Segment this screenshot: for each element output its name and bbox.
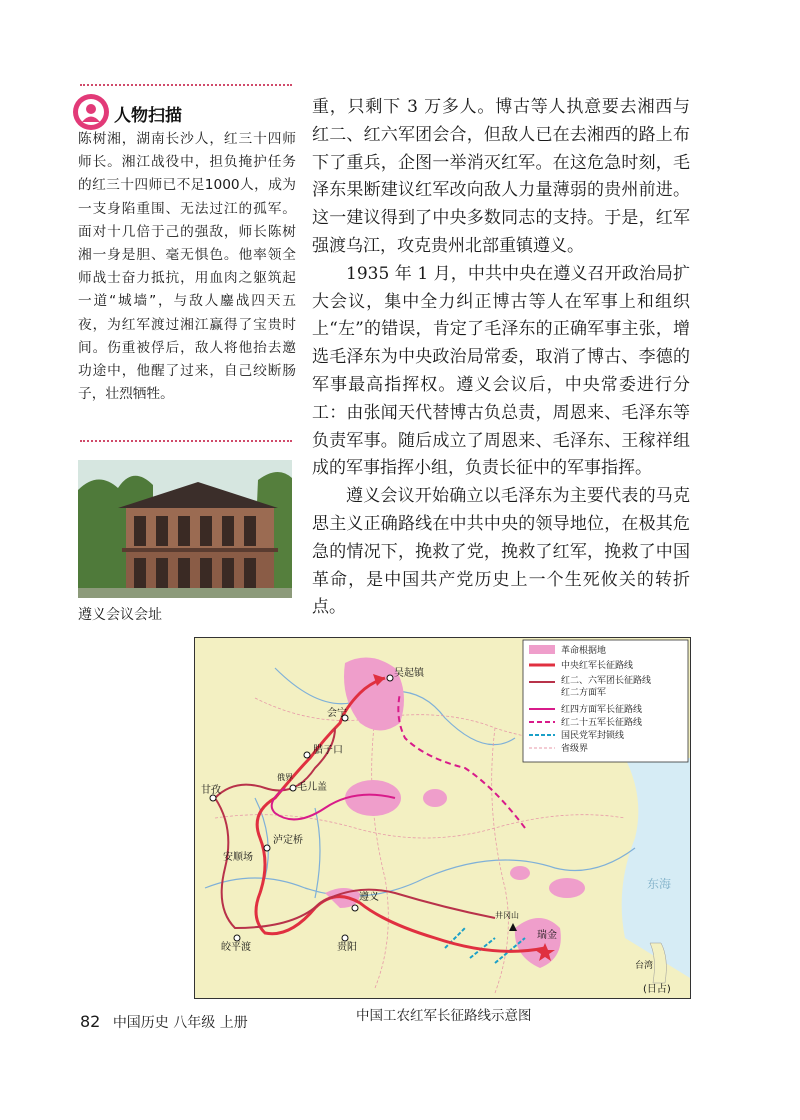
svg-text:国民党军封锁线: 国民党军封锁线	[561, 731, 625, 741]
svg-text:贵阳: 贵阳	[337, 942, 357, 953]
sidebar-top-divider	[80, 84, 292, 86]
svg-text:红二、六军团长征路线: 红二、六军团长征路线	[561, 676, 652, 686]
person-icon	[72, 93, 110, 131]
svg-text:中央红军长征路线: 中央红军长征路线	[561, 661, 634, 671]
sidebar-title: 人物扫描	[114, 106, 182, 126]
svg-text:省级界: 省级界	[561, 744, 589, 754]
paragraph-1: 重，只剩下 3 万多人。博古等人执意要去湘西与红二、红六军团会合，但敌人已在去湘西的路上布下了重兵，企图一举消灭红军。在这危急时刻，毛泽东果断建议红军改向敌人力量薄弱的贵州前进。这一建议得到了中央多数同志的支持。于是，红军强渡乌江，攻克贵州北部重镇遵义。	[312, 97, 690, 256]
svg-text:井冈山: 井冈山	[495, 911, 519, 920]
svg-text:毛儿盖: 毛儿盖	[297, 782, 327, 793]
map-note: (日占)	[643, 984, 671, 995]
sidebar-body: 陈树湘，湖南长沙人，红三十四师师长。湘江战役中，担负掩护任务的红三十四师已不足1000人，成为一支身陷重围、无法过江的孤军。面对十几倍于己的强敌，师长陈树湘一身是胆、毫无惧色。他率领全师战士奋力抵抗，用血肉之躯筑起一道“城墙”，与敌人鏖战四天五夜，为红军渡过湘江赢得了宝贵时间。伤重被俘后，敌人将他抬去邀功途中，他醒了过来，自己绞断肠子，壮烈牺牲。	[78, 131, 296, 403]
svg-text:俄界: 俄界	[277, 773, 293, 782]
main-text	[312, 94, 690, 622]
svg-text:红四方面军长征路线: 红四方面军长征路线	[561, 705, 643, 715]
svg-text:泸定桥: 泸定桥	[273, 835, 303, 846]
svg-text:遵义: 遵义	[359, 892, 379, 903]
svg-text:会宁: 会宁	[327, 708, 347, 719]
svg-text:安顺场: 安顺场	[223, 852, 253, 863]
legend-swatch-base	[529, 645, 555, 654]
svg-text:红二十五军长征路线: 红二十五军长征路线	[561, 718, 643, 728]
zunyi-site-photo	[78, 460, 292, 598]
svg-text:吴起镇: 吴起镇	[394, 668, 424, 679]
svg-text:东海: 东海	[647, 877, 672, 891]
svg-text:台湾: 台湾	[635, 961, 654, 971]
map-svg	[195, 638, 690, 998]
book-title: 中国历史 八年级 上册	[112, 1015, 248, 1031]
paragraph-2: 1935 年 1 月，中共中央在遵义召开政治局扩大会议，集中全力纠正博古等人在军事上和组织上“左”的错误，肯定了毛泽东的正确军事主张，增选毛泽东为中央政治局常委，取消了博古、李德的军事最高指挥权。遵义会议后，中央常委进行分工：由张闻天代替博古负总责，周恩来、毛泽东等负责军事。随后成立了周恩来、毛泽东、王稼祥组成的军事指挥小组，负责长征中的军事指挥。	[312, 263, 690, 479]
photo-caption: 遵义会议会址	[78, 607, 162, 623]
sidebar-bottom-divider	[80, 440, 292, 442]
long-march-map	[194, 637, 691, 999]
svg-text:红二方面军: 红二方面军	[561, 688, 607, 698]
svg-text:皎平渡: 皎平渡	[221, 942, 251, 953]
paragraph-3: 遵义会议开始确立以毛泽东为主要代表的马克思主义正确路线在中共中央的领导地位，在极其危急的情况下，挽救了党，挽救了红军，挽救了中国革命，是中国共产党历史上一个生死攸关的转折点。	[312, 486, 690, 618]
map-caption: 中国工农红军长征路线示意图	[356, 1008, 532, 1024]
svg-text:腊子口: 腊子口	[313, 745, 343, 756]
page-number: 82	[80, 1012, 101, 1031]
svg-text:革命根据地: 革命根据地	[561, 646, 607, 656]
page-footer	[80, 1012, 248, 1032]
svg-text:瑞金: 瑞金	[537, 930, 557, 941]
map-legend	[523, 640, 688, 762]
svg-text:甘孜: 甘孜	[201, 785, 221, 796]
